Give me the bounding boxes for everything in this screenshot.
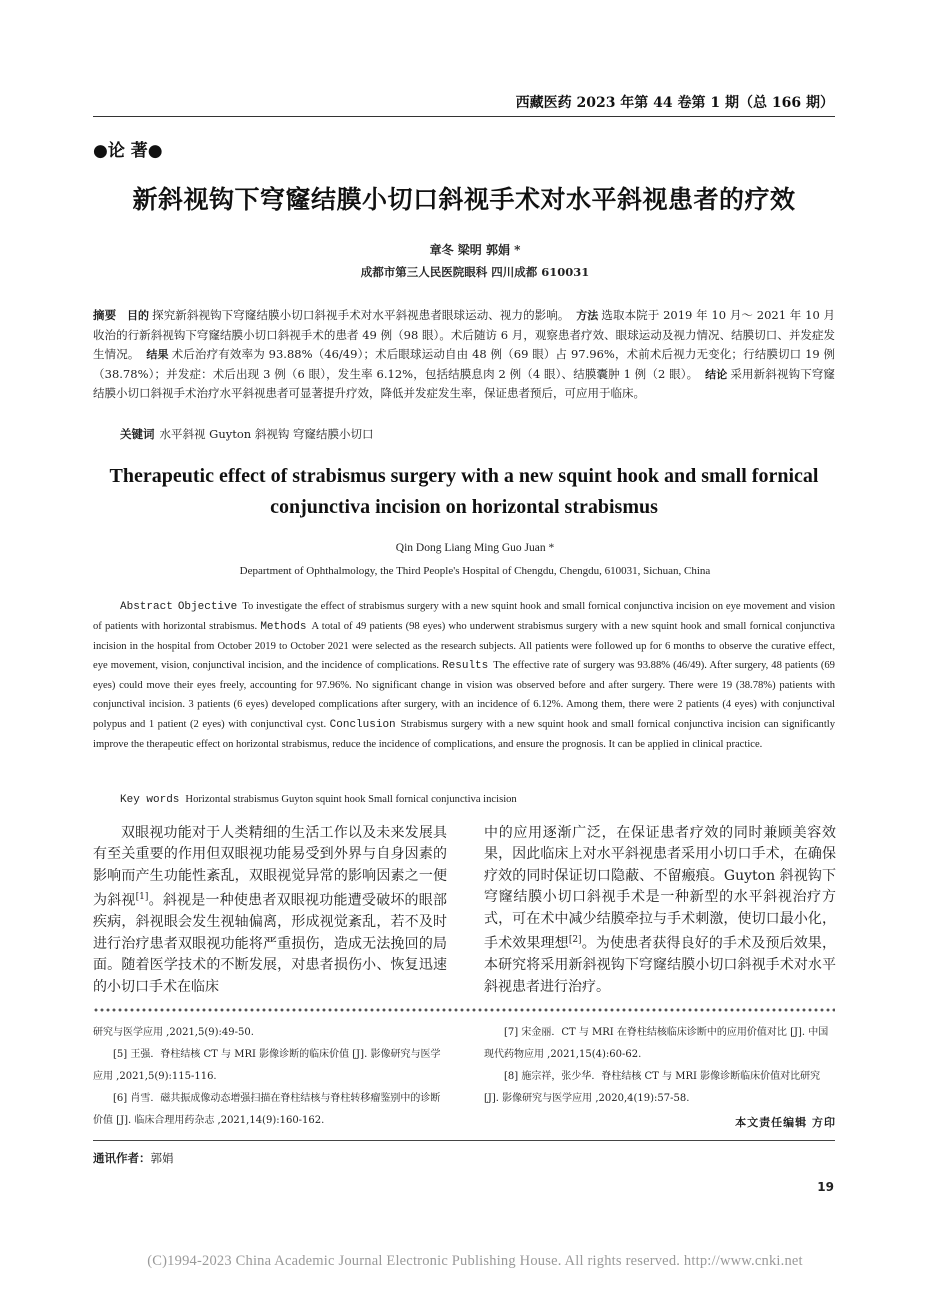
body-left-text-2: 。斜视是一种使患者双眼视功能遭受破坏的眼部疾病，斜视眼会发生视轴偏离，形成视觉紊乱，若不及时进行治疗患者双眼视功能将严重损伤，造成无法挽回的局面。随着医学技术的不断发展，对患者损伤小、恢复迅速的小切口手术在临床	[93, 892, 447, 995]
journal-header: 西藏医药 2023 年第 44 卷第 1 期（总 166 期）	[515, 95, 834, 111]
reference-item: [6] 肖雪．磁共振成像动态增强扫描在脊柱结核与脊柱转移瘤鉴别中的诊断价值 [J]. 临床合理用药杂志 ,2021,14(9):160-162.	[93, 1093, 441, 1126]
references-left	[93, 1022, 449, 1132]
en-keywords-text: Horizontal strabismus Guyton squint hook Small fornical conjunctiva incision	[185, 794, 517, 805]
chinese-title: 新斜视钩下穹窿结膜小切口斜视手术对水平斜视患者的疗效	[132, 185, 796, 214]
en-results-text: The effective rate of surgery was 93.88% (46/49). After surgery, 48 patients (69 eyes) could move their eyes freely, accounting for 97.96%. No significant change in vision was observed before and after surgery. There were 19 (38.78%) patients with conjunctival incision. 3 patients (6 eyes) developed complications after surgery, with an incidence of 6.12%. Among them, there were 2 patients (4 eyes) with conjunctival polypus and 1 patient (2 eyes) with conjunctival cyst.	[93, 660, 835, 730]
body-column-left	[93, 823, 447, 998]
chinese-abstract	[93, 306, 835, 404]
chinese-keywords	[120, 426, 820, 442]
section-tag: ●论 著●	[93, 141, 163, 161]
corresponding-name: 郭娟	[150, 1151, 174, 1165]
en-methods-label: Methods	[260, 621, 307, 634]
chinese-authors: 章冬 梁明 郭娟 *	[429, 243, 521, 257]
body-left-text-1: 双眼视功能对于人类精细的生活工作以及未来发展具有至关重要的作用但双眼视功能易受到外界与自身因素的影响而产生功能性紊乱，双眼视觉异常的影响因素之一便为斜视	[93, 825, 447, 909]
methods-label: 方法	[576, 309, 599, 322]
abstract-label: 摘要	[93, 308, 117, 322]
references-right	[484, 1022, 836, 1134]
en-objective-text: To investigate the effect of strabismus surgery with a new squint hook and small fornical conjunctiva incision on eye movement and vision of patients with horizontal strabismus.	[93, 601, 835, 633]
english-affiliation: Department of Ophthalmology, the Third People's Hospital of Chengdu, Chengdu, 610031, Sichuan, China	[239, 565, 711, 577]
header-rule	[93, 116, 835, 117]
english-authors: Qin Dong Liang Ming Guo Juan *	[395, 542, 555, 554]
english-keywords	[120, 794, 820, 806]
citation-1: [1]	[135, 892, 149, 903]
keywords-label: 关键词	[120, 427, 155, 441]
reference-item: 研究与医学应用 ,2021,5(9):49-50.	[93, 1027, 254, 1038]
conclusion-label: 结论	[705, 367, 728, 381]
page-number: 19	[817, 1180, 834, 1194]
english-title: Therapeutic effect of strabismus surgery with a new squint hook and small fornical conjunctiva incision on horizontal strabismus	[109, 465, 819, 518]
en-keywords-label: Key words	[120, 794, 180, 806]
en-results-label: Results	[442, 660, 489, 673]
results-label: 结果	[146, 348, 169, 362]
body-column-right	[484, 823, 836, 998]
reference-item: [8] 施宗祥，张少华．脊柱结核 CT 与 MRI 影像诊断临床价值对比研究 [J]. 影像研究与医学应用 ,2020,4(19):57-58.	[484, 1071, 821, 1104]
corresponding-author	[93, 1150, 174, 1166]
reference-item: [5] 王强．脊柱结核 CT 与 MRI 影像诊断的临床价值 [J]. 影像研究与医学应用 ,2021,5(9):115-116.	[93, 1049, 441, 1082]
footer-rule	[93, 1140, 835, 1141]
methods-text: 选取本院于 2019 年 10 月～ 2021 年 10 月收治的行新斜视钩下穹窿结膜小切口斜视手术的患者 49 例（98 眼）。术后随访 6 月，观察患者疗效、眼球运动及视力情况、结膜切口、并发症发生情况。	[93, 308, 836, 362]
copyright-watermark: (C)1994-2023 China Academic Journal Electronic Publishing House. All rights reserved. http://www.cnki.net	[147, 1253, 803, 1269]
en-conclusion-text: Strabismus surgery with a new squint hook and small fornical conjunctiva incision can significantly improve the therapeutic effect on horizontal strabismus, reduce the incidence of complications, and ensure the prognosis. It can be applied in clinical practice.	[93, 718, 835, 750]
body-right-text-1: 中的应用逐渐广泛，在保证患者疗效的同时兼顾美容效果，因此临床上对水平斜视患者采用小切口手术，在确保疗效的同时保证切口隐蔽、不留瘢痕。Guyton 斜视钩下穹窿结膜小切口斜视手术是一种新型的水平斜视治疗方式，可在术中减少结膜牵拉与手术刺激，使切口最小化，手术效果理想	[484, 825, 836, 952]
keywords-text: 水平斜视 Guyton 斜视钩 穹窿结膜小切口	[159, 427, 374, 441]
conclusion-text: 采用新斜视钩下穹窿结膜小切口斜视手术治疗水平斜视患者可显著提升疗效，降低并发症发生率，保证患者预后，可应用于临床。	[93, 366, 836, 401]
section-divider	[93, 1007, 835, 1013]
corresponding-label: 通讯作者：	[93, 1151, 151, 1165]
citation-2: [2]	[568, 935, 582, 946]
en-abstract-label: Abstract	[120, 601, 173, 613]
english-abstract	[93, 597, 835, 754]
objective-label: 目的	[126, 309, 150, 322]
en-objective-label: Objective	[177, 601, 238, 613]
en-conclusion-label: Conclusion	[329, 718, 396, 731]
responsible-editor: 本文责任编辑 方印	[735, 1116, 836, 1129]
en-methods-text: A total of 49 patients (98 eyes) who underwent strabismus surgery with a new squint hook and small fornical conjunctiva incision in the hospital from October 2019 to October 2021 were selected as the research subjects. All patients were followed up for 6 months to observe the curative effect, eye movement, vision, conjunctival incision, and the incidence of complications.	[93, 621, 835, 672]
body-right-text-2: 。为使患者获得良好的手术及预后效果，本研究将采用新斜视钩下穹窿结膜小切口斜视手术对水平斜视患者进行治疗。	[484, 935, 836, 995]
chinese-affiliation: 成都市第三人民医院眼科 四川成都 610031	[360, 265, 590, 279]
objective-text: 探究新斜视钩下穹窿结膜小切口斜视手术对水平斜视患者眼球运动、视力的影响。	[152, 308, 570, 322]
reference-item: [7] 宋金丽．CT 与 MRI 在脊柱结核临床诊断中的应用价值对比 [J]. 中国现代药物应用 ,2021,15(4):60-62.	[484, 1027, 829, 1060]
results-text: 术后治疗有效率为 93.88%（46/49）；术后眼球运动自由 48 例（69 眼）占 97.96%，术前术后视力无变化；行结膜切口 19 例（38.78%）；并发症：术后出现 3 例（6 眼），发生率 6.12%，包括结膜息肉 2 例（4 眼）、结膜囊肿 1 例（2 眼）。	[93, 347, 836, 381]
